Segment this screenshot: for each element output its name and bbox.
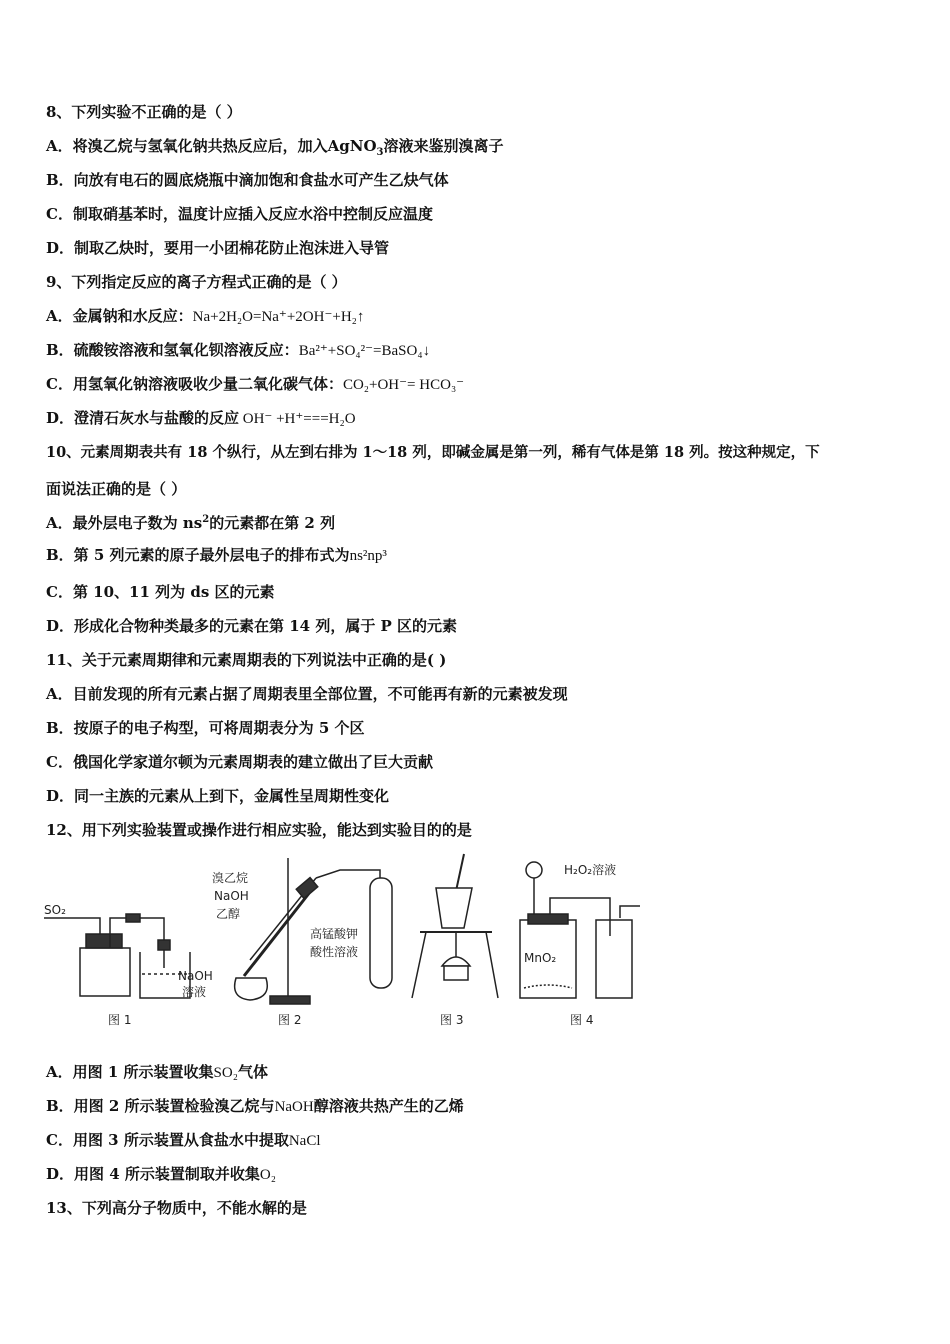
q12-option-c — [46, 1130, 321, 1151]
q10-option-c: C．第 10、11 列为 ds 区的元素 — [46, 583, 275, 601]
fig2-kmno4-label-2: 酸性溶液 — [310, 945, 359, 959]
fig4-mno2-label: MnO₂ — [524, 951, 557, 965]
q9-option-a-text: A．金属钠和水反应： — [46, 307, 193, 325]
q9-option-a-eq: Na+2H₂O=Na⁺+2OH⁻+H₂↑ — [192, 309, 365, 325]
q12-option-d — [46, 1164, 276, 1185]
fig1-naoh-label-2: 溶液 — [182, 985, 207, 999]
q9-option-c — [46, 374, 464, 395]
fig2-reagent-3: 乙醇 — [216, 907, 241, 921]
q8-option-a-sub: 3 — [376, 147, 384, 158]
q9-option-b-eq: Ba²⁺+SO₄²⁻=BaSO₄↓ — [298, 343, 431, 359]
q8-option-a — [46, 136, 504, 156]
fig1-naoh-label-1: NaOH — [178, 969, 213, 983]
fig4-h2o2-label: H₂O₂溶液 — [564, 863, 617, 877]
q10-stem-line1: 10、元素周期表共有 18 个纵行，从左到右排为 1～18 列，即碱金属是第一列，稀有气体是第 18 列。按这种规定，下 — [46, 444, 820, 461]
q9-stem: 9、下列指定反应的离子方程式正确的是（ ） — [46, 273, 347, 291]
q9-option-d-text: D．澄清石灰水与盐酸的反应 — [46, 409, 240, 427]
q10-option-d: D．形成化合物种类最多的元素在第 14 列，属于 P 区的元素 — [46, 617, 458, 635]
q12-option-b-text: B．用图 2 所示装置检验溴乙烷与 — [46, 1097, 275, 1115]
q12-option-c-text: C．用图 3 所示装置从食盐水中提取 — [46, 1131, 289, 1149]
figure-4-apparatus — [520, 862, 640, 1027]
q10-option-b — [46, 545, 387, 566]
fig3-caption: 图 3 — [440, 1013, 464, 1027]
q8-option-a-end: 溶液来鉴别溴离子 — [383, 137, 504, 155]
q12-apparatus-figure — [40, 848, 650, 1038]
q11-stem: 11、关于元素周期律和元素周期表的下列说法中正确的是( ) — [46, 651, 447, 669]
q9-option-c-text: C．用氢氧化钠溶液吸收少量二氧化碳气体： — [46, 375, 343, 393]
q10-option-a-sup: 2 — [202, 514, 210, 525]
q12-option-c-chem: NaCl — [288, 1133, 321, 1149]
q8-stem: 8、下列实验不正确的是（ ） — [46, 103, 242, 121]
figure-1-apparatus — [44, 903, 213, 1027]
q12-stem: 12、用下列实验装置或操作进行相应实验，能达到实验目的的是 — [46, 821, 472, 839]
q10-stem-line2: 面说法正确的是（ ） — [46, 480, 187, 498]
fig4-caption: 图 4 — [570, 1013, 594, 1027]
q10-option-b-text: B．第 5 列元素的原子最外层电子的排布式为 — [46, 546, 350, 564]
q8-option-a-chem: AgNO — [327, 137, 377, 155]
q9-option-c-eq: CO₂+OH⁻= HCO₃⁻ — [342, 377, 465, 393]
q10-option-a-text: A．最外层电子数为 ns — [46, 514, 203, 532]
figure-3-apparatus — [412, 854, 498, 1027]
q12-option-b-end: 醇溶液共热产生的乙烯 — [313, 1097, 464, 1115]
q11-option-d: D．同一主族的元素从上到下，金属性呈周期性变化 — [46, 787, 390, 805]
q12-option-a-chem: SO₂ — [213, 1065, 238, 1081]
q12-option-b — [46, 1096, 464, 1117]
q9-option-d — [46, 408, 356, 429]
q12-option-a — [46, 1062, 268, 1083]
fig1-caption: 图 1 — [108, 1013, 132, 1027]
q13-stem: 13、下列高分子物质中，不能水解的是 — [46, 1199, 307, 1217]
fig2-kmno4-label-1: 高锰酸钾 — [310, 927, 359, 941]
figure-2-apparatus — [212, 858, 392, 1027]
q11-option-b: B．按原子的电子构型，可将周期表分为 5 个区 — [46, 719, 365, 737]
q12-option-d-text: D．用图 4 所示装置制取并收集 — [46, 1165, 260, 1183]
q10-option-b-eq: ns²np³ — [349, 548, 387, 564]
q9-option-d-eq: OH⁻ +H⁺===H₂O — [239, 411, 356, 427]
fig2-caption: 图 2 — [278, 1013, 302, 1027]
q9-option-b-text: B．硫酸铵溶液和氢氧化钡溶液反应： — [46, 341, 299, 359]
fig2-reagent-1: 溴乙烷 — [212, 871, 249, 885]
q12-option-b-chem: NaOH — [274, 1099, 314, 1115]
q12-option-d-chem: O₂ — [259, 1167, 276, 1183]
q12-option-a-end: 气体 — [237, 1063, 268, 1081]
fig2-reagent-2: NaOH — [214, 889, 249, 903]
q11-option-a: A．目前发现的所有元素占据了周期表里全部位置，不可能再有新的元素被发现 — [46, 685, 568, 703]
q10-option-a — [46, 513, 335, 533]
q12-option-a-text: A．用图 1 所示装置收集 — [46, 1063, 214, 1081]
fig1-so2-label: SO₂ — [44, 903, 66, 917]
q9-option-a — [46, 306, 364, 327]
q10-option-a-end: 的元素都在第 2 列 — [209, 514, 336, 532]
q8-option-c: C．制取硝基苯时，温度计应插入反应水浴中控制反应温度 — [46, 205, 433, 223]
q11-option-c: C．俄国化学家道尔顿为元素周期表的建立做出了巨大贡献 — [46, 753, 433, 771]
q8-option-b: B．向放有电石的圆底烧瓶中滴加饱和食盐水可产生乙炔气体 — [46, 171, 449, 189]
q8-option-d: D．制取乙炔时，要用一小团棉花防止泡沫进入导管 — [46, 239, 390, 257]
apparatus-drawing — [40, 848, 650, 1038]
q9-option-b — [46, 340, 430, 361]
q8-option-a-text: A．将溴乙烷与氢氧化钠共热反应后，加入 — [46, 137, 328, 155]
